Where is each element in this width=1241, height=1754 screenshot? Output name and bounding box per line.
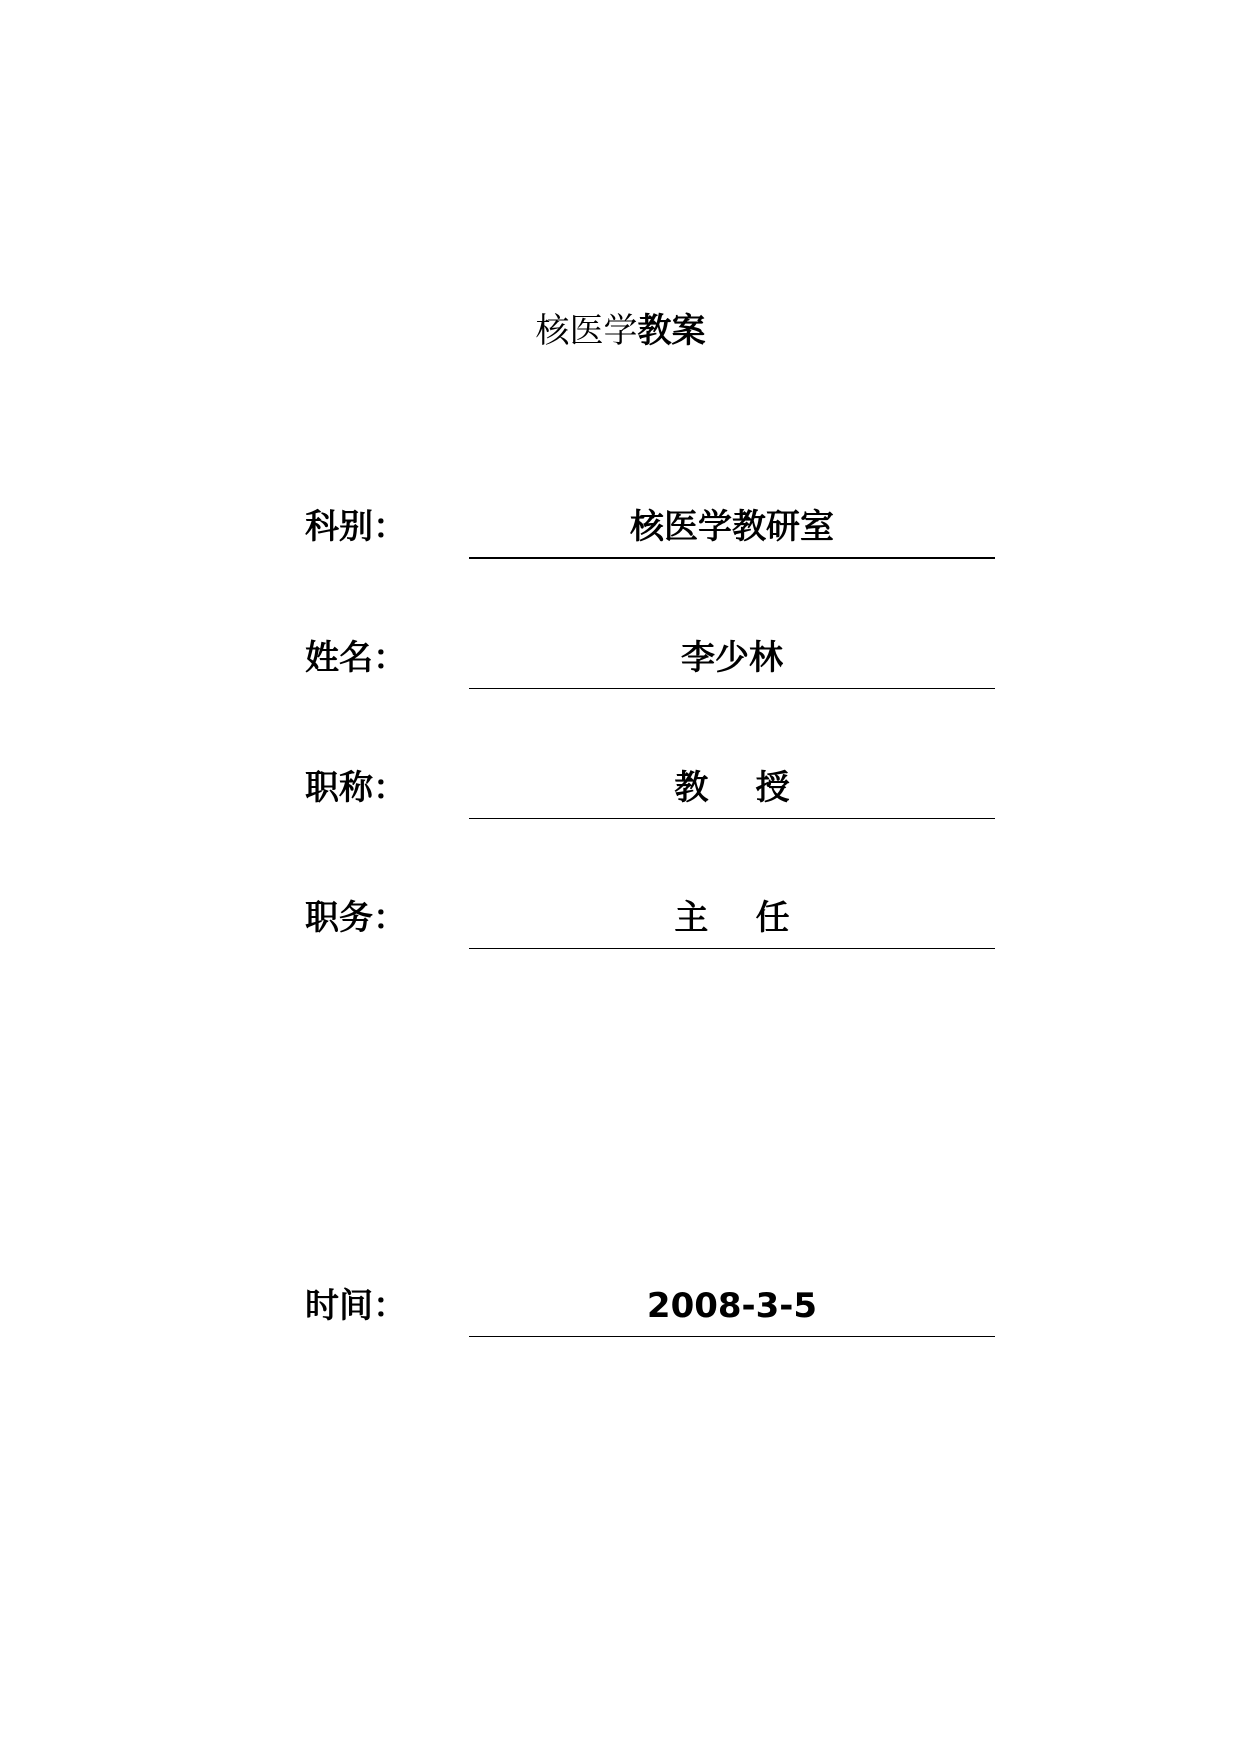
department-label: 科别：: [305, 507, 407, 547]
position-label: 职务：: [305, 898, 407, 938]
document-title: [0, 306, 1241, 356]
date-field: [469, 1276, 995, 1336]
title-value: 教 授: [674, 768, 790, 808]
department-value: 核医学教研室: [630, 507, 834, 547]
name-row: [0, 628, 1241, 688]
position-value: 主 任: [674, 898, 790, 938]
title-field: [469, 758, 995, 818]
position-row: [0, 888, 1241, 948]
title-row: [0, 758, 1241, 818]
date-label: 时间：: [305, 1286, 407, 1326]
department-underline: [469, 557, 995, 559]
name-underline: [469, 688, 995, 689]
date-underline: [469, 1336, 995, 1337]
department-row: [0, 497, 1241, 557]
title-underline: [469, 818, 995, 819]
name-label: 姓名：: [305, 638, 407, 678]
document-title-part1: 核医学: [535, 311, 638, 351]
name-value: 李少林: [681, 638, 783, 678]
title-label: 职称：: [305, 768, 407, 808]
department-field: [469, 497, 995, 557]
date-value: 2008-3-5: [646, 1286, 818, 1326]
name-field: [469, 628, 995, 688]
document-title-part2: 教案: [637, 311, 706, 351]
position-underline: [469, 948, 995, 949]
date-row: [0, 1276, 1241, 1336]
position-field: [469, 888, 995, 948]
